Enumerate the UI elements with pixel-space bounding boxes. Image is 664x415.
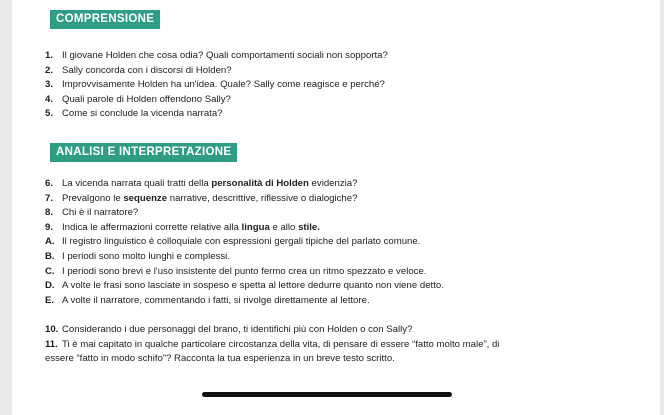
- option-text: Il registro linguistico è colloquiale con espressioni gergali tipiche del parlato comune.: [62, 236, 421, 248]
- question-number: 5.: [45, 108, 54, 120]
- comprehension-questions: [45, 49, 645, 122]
- question-text: Il giovane Holden che cosa odia? Quali comportamenti sociali non sopporta?: [62, 50, 388, 61]
- section-heading-analisi: ANALISI E INTERPRETAZIONE: [50, 143, 237, 162]
- question-text: Chi è il narratore?: [62, 207, 139, 219]
- bold-term: sequenze: [123, 192, 168, 204]
- question-text: Prevalgono le: [62, 192, 124, 204]
- textbook-page: [12, 0, 660, 415]
- option-letter: C.: [45, 265, 55, 277]
- option-c: [45, 265, 645, 280]
- question-text-line1: Ti è mai capitato in qualche particolare circostanza della vita, di pensare di essere “fatto molto male”, di: [62, 338, 500, 350]
- question-number: 8.: [45, 207, 54, 219]
- bold-term: stile.: [298, 221, 320, 233]
- question-5: [45, 107, 645, 122]
- section-heading-comprensione: COMPRENSIONE: [50, 10, 160, 29]
- question-1: [45, 49, 645, 64]
- option-letter: E.: [45, 294, 55, 306]
- option-b: [45, 250, 645, 265]
- question-text-end: narrative, descrittive, riflessive o dialogiche?: [167, 192, 358, 204]
- option-letter: D.: [45, 280, 55, 292]
- question-text: Improvvisamente Holden ha un'idea. Quale? Sally come reagisce e perché?: [62, 79, 385, 91]
- bold-term: personalità di Holden: [211, 178, 309, 189]
- question-6: [45, 177, 645, 192]
- question-text: Considerando i due personaggi del brano, ti identifichi più con Holden o con Sally?: [62, 324, 413, 335]
- question-number: 11.: [45, 338, 58, 350]
- question-8: [45, 206, 645, 221]
- question-10: [45, 323, 645, 338]
- question-text: La vicenda narrata quali tratti della: [62, 178, 212, 189]
- question-7: [45, 192, 645, 207]
- question-text-line2: essere “fatto in modo schifo”? Racconta la tua esperienza in un breve testo scritto.: [45, 353, 395, 365]
- question-number: 10.: [45, 324, 59, 335]
- question-3: [45, 78, 645, 93]
- option-e: [45, 294, 645, 309]
- option-text: A volte le frasi sono lasciate in sospeso e spetta al lettore dedurre quanto non viene detto.: [62, 280, 444, 292]
- question-number: 6.: [45, 178, 54, 189]
- question-number: 7.: [45, 192, 54, 204]
- option-text: I periodi sono molto lunghi e complessi.: [62, 250, 230, 262]
- option-letter: A.: [45, 236, 55, 248]
- analysis-questions: [45, 177, 645, 308]
- question-text-end: evidenzia?: [308, 178, 358, 189]
- question-4: [45, 93, 645, 108]
- option-text: A volte il narratore, commentando i fatti, si rivolge direttamente al lettore.: [62, 294, 370, 306]
- question-number: 4.: [45, 93, 54, 105]
- question-11: [45, 338, 645, 367]
- option-a: [45, 235, 645, 250]
- option-letter: B.: [45, 250, 55, 262]
- question-number: 9.: [45, 221, 54, 233]
- home-indicator-bar[interactable]: [202, 392, 452, 397]
- question-text: Come si conclude la vicenda narrata?: [62, 108, 223, 120]
- question-text-middle: e allo: [269, 221, 299, 233]
- question-9: [45, 221, 645, 236]
- question-text: Sally concorda con i discorsi di Holden?: [62, 64, 232, 76]
- question-2: [45, 64, 645, 79]
- question-number: 3.: [45, 79, 54, 91]
- question-text: Indica le affermazioni corrette relative alla: [62, 221, 242, 233]
- option-text: I periodi sono brevi e l'uso insistente del punto fermo crea un ritmo spezzato e veloce.: [62, 265, 427, 277]
- question-text: Quali parole di Holden offendono Sally?: [62, 93, 231, 105]
- option-d: [45, 279, 645, 294]
- question-number: 2.: [45, 64, 54, 76]
- question-number: 1.: [45, 50, 54, 61]
- reflection-questions: [45, 323, 645, 367]
- bold-term: lingua: [241, 221, 270, 233]
